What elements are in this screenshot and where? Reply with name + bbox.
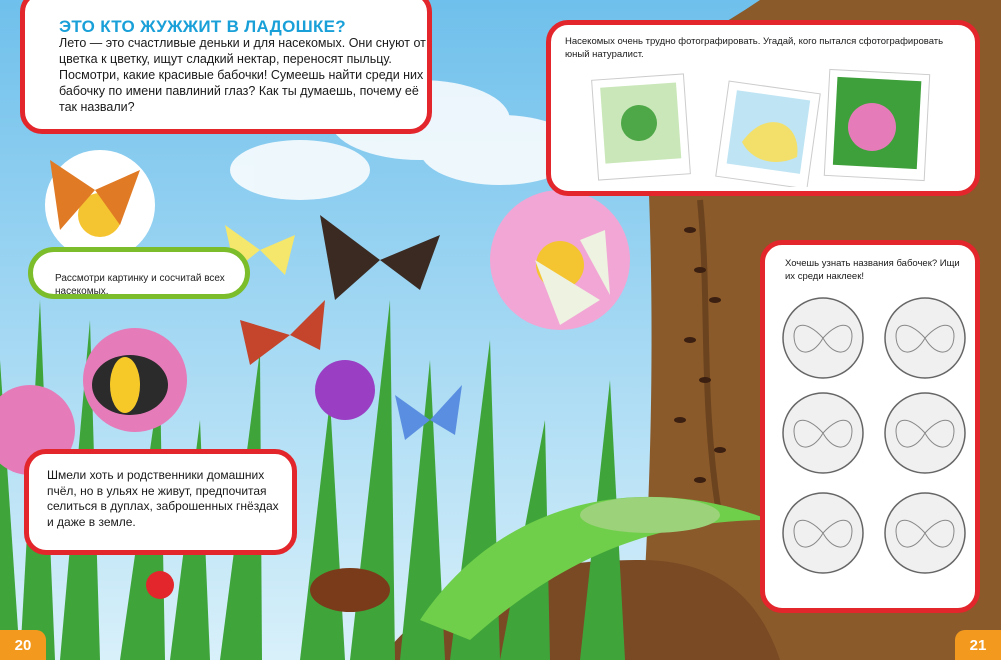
photo-thumbnails xyxy=(557,67,977,187)
intro-text: Лето — это счастливые деньки и для насекомых. Они снуют от цветка к цветку, ищут сладкий нектар, переносят пыльцу. Посмотри, какие красивые бабочки! Сумеешь найти среди них бабочку по имени павлиний глаз? Как ты думаешь, почему её так назвали? xyxy=(59,36,426,114)
intro-title: ЭТО КТО ЖУЖЖИТ В ЛАДОШКЕ? xyxy=(59,17,346,36)
photo-task-card xyxy=(546,20,980,196)
sticker-slot-3 xyxy=(783,393,863,473)
page-number-left: 20 xyxy=(0,630,46,660)
photo-clover-flower-with-bee xyxy=(824,69,929,180)
butterfly-slots xyxy=(765,293,975,593)
sticker-slot-1 xyxy=(783,298,863,378)
photo-task-text: Насекомых очень трудно фотографировать. Угадай, кого пытался сфотографировать юный натуралист. xyxy=(565,36,944,60)
sticker-slot-6 xyxy=(885,493,965,573)
count-task-text: Рассмотри картинку и сосчитай всех насекомых. xyxy=(55,273,225,297)
photo-green-insect-head xyxy=(592,74,691,180)
photo-yellow-wing xyxy=(716,81,820,187)
page-number-right: 21 xyxy=(955,630,1001,660)
count-task-bubble xyxy=(28,247,250,299)
purple-flower xyxy=(315,360,375,420)
butterfly-task-text: Хочешь узнать названия бабочек? Ищи их среди наклеек! xyxy=(785,258,960,282)
ladybug xyxy=(146,571,174,599)
caterpillar xyxy=(580,497,720,533)
sticker-slot-4 xyxy=(885,393,965,473)
sticker-slot-2 xyxy=(885,298,965,378)
bumblebee-fact-card xyxy=(24,449,297,555)
intro-card xyxy=(20,0,432,134)
sticker-slot-5 xyxy=(783,493,863,573)
rhino-beetle xyxy=(310,568,390,612)
bumblebee xyxy=(92,355,168,415)
butterfly-sticker-card xyxy=(760,240,980,613)
bumblebee-fact-text: Шмели хоть и родственники домашних пчёл, но в ульях не живут, предпочитая селиться в дуплах, заброшенных гнёздах и даже в земле. xyxy=(47,468,279,529)
